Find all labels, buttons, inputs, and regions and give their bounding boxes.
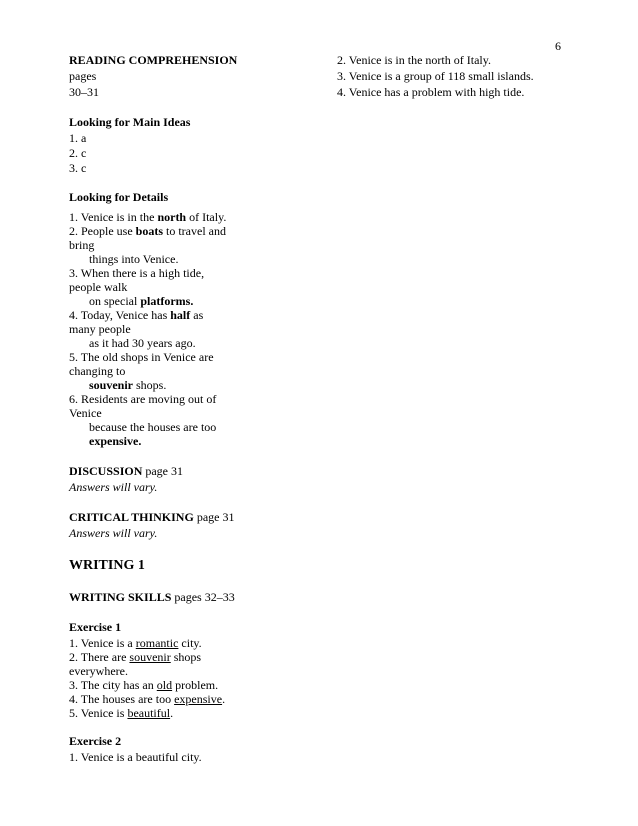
detail-item-3: 3. When there is a high tide, xyxy=(69,266,205,280)
detail-text: 4. Today, Venice has xyxy=(69,308,171,322)
detail-text: to travel and xyxy=(163,224,226,238)
writing-skills-label: WRITING SKILLS xyxy=(69,590,172,604)
detail-text: many people xyxy=(69,322,131,336)
detail-text: bring xyxy=(69,238,95,252)
detail-text: things into Venice. xyxy=(89,252,179,266)
exercise-answer: beautiful xyxy=(127,706,171,720)
detail-item-5: 5. The old shops in Venice are xyxy=(69,350,214,364)
detail-text: 2. People use xyxy=(69,224,136,238)
discussion-label: DISCUSSION xyxy=(69,464,143,478)
detail-text: people walk xyxy=(69,280,128,294)
detail-text: as xyxy=(190,308,204,322)
critical-thinking-heading xyxy=(69,510,259,524)
exercise-text: city. xyxy=(178,636,202,650)
detail-keyword: platforms. xyxy=(140,294,194,308)
exercise-text: 3. The city has an xyxy=(69,678,157,692)
exercise-text: problem. xyxy=(172,678,219,692)
detail-keyword: boats xyxy=(135,224,163,238)
exercise-answer: romantic xyxy=(135,636,179,650)
exercise-1-item xyxy=(69,678,259,692)
discussion-heading xyxy=(69,464,259,478)
detail-item-2 xyxy=(69,224,259,238)
critical-thinking-answer: Answers will vary. xyxy=(69,526,158,540)
exercise-1-item xyxy=(69,650,259,664)
writing-skills-pages: pages 32–33 xyxy=(171,590,235,604)
exercise-answer: expensive xyxy=(174,692,223,706)
writing-skills-heading xyxy=(69,590,259,604)
reading-comprehension-heading: READING COMPREHENSION xyxy=(69,53,238,67)
detail-keyword: souvenir xyxy=(89,378,134,392)
discussion-pages: page 31 xyxy=(142,464,184,478)
exercise-1-item xyxy=(69,692,259,706)
detail-item-1 xyxy=(69,210,259,224)
exercise-1-item xyxy=(69,636,259,650)
exercise-2-item: 4. Venice has a problem with high tide. xyxy=(337,85,525,99)
exercise-text: shops xyxy=(170,650,202,664)
exercise-2-item: 2. Venice is in the north of Italy. xyxy=(337,53,491,67)
detail-keyword: north xyxy=(157,210,187,224)
left-column xyxy=(69,52,259,764)
detail-item-6: 6. Residents are moving out of xyxy=(69,392,217,406)
exercise-2-item: 1. Venice is a beautiful city. xyxy=(69,750,202,764)
critical-thinking-label: CRITICAL THINKING xyxy=(69,510,194,524)
critical-thinking-pages: page 31 xyxy=(193,510,235,524)
detail-text xyxy=(69,294,259,308)
exercise-text: 5. Venice is xyxy=(69,706,128,720)
exercise-text: everywhere. xyxy=(69,664,128,678)
detail-keyword: half xyxy=(170,308,191,322)
detail-text: 1. Venice is in the xyxy=(69,210,158,224)
detail-item-4 xyxy=(69,308,259,322)
detail-text: shops. xyxy=(133,378,167,392)
detail-text xyxy=(69,378,259,392)
exercise-2-item: 3. Venice is a group of 118 small islands. xyxy=(337,69,534,83)
detail-text: Venice xyxy=(69,406,102,420)
rc-pages-line-2: 30–31 xyxy=(69,85,99,99)
writing-1-heading: WRITING 1 xyxy=(69,558,145,573)
exercise-1-heading: Exercise 1 xyxy=(69,620,122,634)
main-idea-item: 2. c xyxy=(69,146,87,160)
main-ideas-heading: Looking for Main Ideas xyxy=(69,115,191,129)
detail-text: on special xyxy=(89,294,141,308)
rc-pages-line-1: pages xyxy=(69,69,97,83)
exercise-text: . xyxy=(170,706,174,720)
exercise-text: 2. There are xyxy=(69,650,130,664)
exercise-text: 1. Venice is a xyxy=(69,636,136,650)
exercise-text: 4. The houses are too xyxy=(69,692,175,706)
exercise-2-heading: Exercise 2 xyxy=(69,734,122,748)
detail-keyword: expensive. xyxy=(89,434,142,448)
detail-text: as it had 30 years ago. xyxy=(89,336,196,350)
detail-text: because the houses are too xyxy=(89,420,217,434)
main-idea-item: 3. c xyxy=(69,161,87,175)
discussion-answer: Answers will vary. xyxy=(69,480,158,494)
exercise-answer: souvenir xyxy=(129,650,171,664)
main-idea-item: 1. a xyxy=(69,131,87,145)
right-column xyxy=(337,52,577,100)
exercise-text: . xyxy=(222,692,226,706)
detail-text: of Italy. xyxy=(186,210,227,224)
exercise-answer: old xyxy=(156,678,173,692)
detail-text: changing to xyxy=(69,364,126,378)
page-number: 6 xyxy=(555,39,561,53)
exercise-1-item xyxy=(69,706,259,720)
details-heading: Looking for Details xyxy=(69,190,169,204)
